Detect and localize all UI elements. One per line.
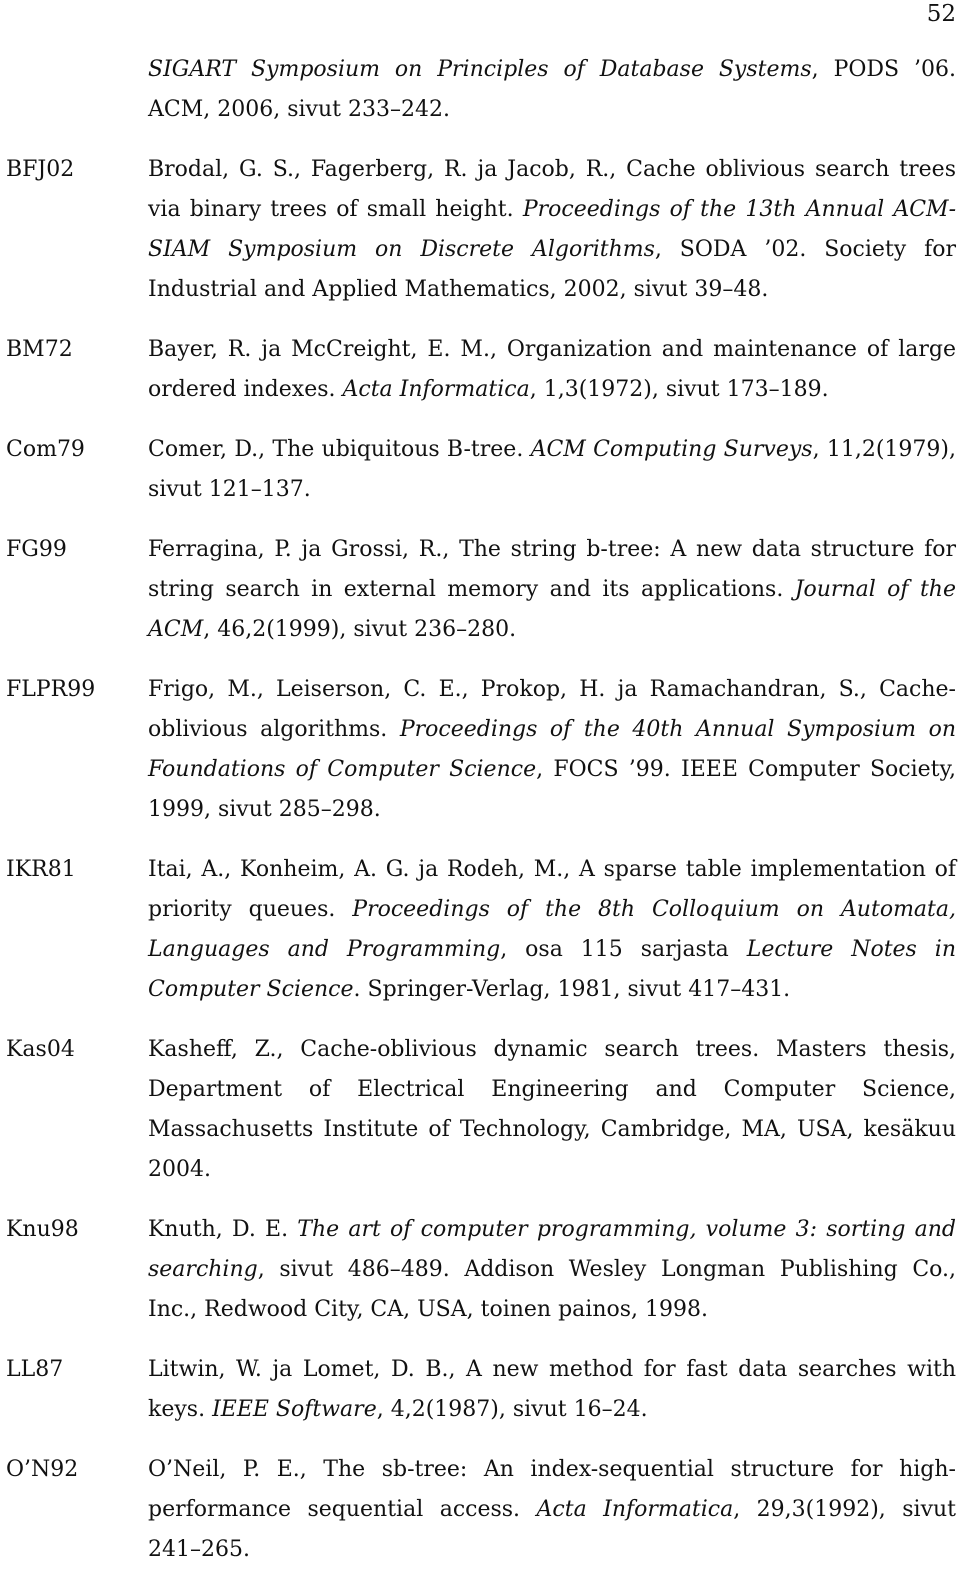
bibliography-list bbox=[0, 50, 960, 1570]
citation-key: Kas04 bbox=[6, 1037, 75, 1062]
reference-segment: , FOCS ’99. IEEE Computer Society, 1999, sivut 285–298. bbox=[148, 757, 956, 822]
reference-segment: Acta Informatica bbox=[536, 1497, 734, 1522]
reference-segment: , sivut 486–489. Addison Wesley Longman Publishing Co., Inc., Redwood City, CA, USA, toinen painos, 1998. bbox=[148, 1257, 956, 1322]
reference-segment: , 4,2(1987), sivut 16–24. bbox=[376, 1397, 648, 1422]
reference-segment: , 46,2(1999), sivut 236–280. bbox=[203, 617, 517, 642]
reference-segment: , 1,3(1972), sivut 173–189. bbox=[529, 377, 829, 402]
reference-text bbox=[148, 150, 956, 310]
reference-segment: , PODS ’06. ACM, 2006, sivut 233–242. bbox=[148, 57, 956, 122]
reference-segment: . Springer-Verlag, 1981, sivut 417–431. bbox=[353, 977, 791, 1002]
citation-key: BM72 bbox=[6, 337, 73, 362]
reference-segment: IEEE Software bbox=[212, 1397, 377, 1422]
reference-segment: Litwin, W. ja Lomet, D. B., A new method for fast data searches with keys. bbox=[148, 1357, 956, 1422]
citation-key: O’N92 bbox=[6, 1457, 79, 1482]
citation-key: LL87 bbox=[6, 1357, 64, 1382]
reference-segment: Knuth, D. E. bbox=[148, 1217, 298, 1242]
bibliography-entry bbox=[0, 1450, 960, 1570]
bibliography-entry bbox=[0, 1030, 960, 1190]
citation-key: Knu98 bbox=[6, 1217, 79, 1242]
bibliography-entry bbox=[0, 1350, 960, 1430]
reference-segment: Journal of the ACM bbox=[148, 577, 956, 642]
reference-text bbox=[148, 430, 956, 510]
reference-segment: SIGART Symposium on Principles of Database Systems bbox=[148, 57, 812, 82]
bibliography-entry bbox=[0, 530, 960, 650]
citation-key: FLPR99 bbox=[6, 677, 96, 702]
reference-text bbox=[148, 530, 956, 650]
reference-segment: , 29,3(1992), sivut 241–265. bbox=[148, 1497, 957, 1562]
reference-text bbox=[148, 1210, 956, 1330]
citation-key: BFJ02 bbox=[6, 157, 75, 182]
bibliography-entry bbox=[0, 150, 960, 310]
bibliography-entry bbox=[0, 330, 960, 410]
reference-segment: Proceedings of the 40th Annual Symposium on Foundations of Computer Science bbox=[148, 717, 956, 782]
reference-text bbox=[148, 1030, 956, 1190]
citation-key: IKR81 bbox=[6, 857, 76, 882]
reference-segment: Comer, D., The ubiquitous B-tree. bbox=[148, 437, 531, 462]
reference-segment: Lecture Notes in Computer Science bbox=[148, 937, 956, 1002]
reference-segment: O’Neil, P. E., The sb-tree: An index-sequential structure for high-performance sequential access. bbox=[148, 1457, 956, 1522]
reference-segment: Ferragina, P. ja Grossi, R., The string b-tree: A new data structure for string search in external memory and its applications. bbox=[148, 537, 956, 602]
reference-text bbox=[148, 1350, 956, 1430]
bibliography-entry bbox=[0, 430, 960, 510]
reference-segment: , SODA ’02. Society for Industrial and Applied Mathematics, 2002, sivut 39–48. bbox=[148, 237, 956, 302]
page-number: 52 bbox=[926, 1, 956, 27]
reference-segment: Brodal, G. S., Fagerberg, R. ja Jacob, R., Cache oblivious search trees via binary trees of small height. bbox=[148, 157, 956, 222]
reference-segment: The art of computer programming, volume 3: sorting and searching bbox=[148, 1217, 956, 1282]
reference-segment: Kasheff, Z., Cache-oblivious dynamic search trees. Masters thesis, Department of Electrical Engineering and Computer Science, Massachusetts Institute of Technology, Cambridge, MA, USA, kesäkuu 2004. bbox=[148, 1037, 956, 1182]
reference-segment: Frigo, M., Leiserson, C. E., Prokop, H. ja Ramachandran, S., Cache-oblivious algorithms. bbox=[148, 677, 956, 742]
citation-key: Com79 bbox=[6, 437, 85, 462]
reference-segment: Itai, A., Konheim, A. G. ja Rodeh, M., A sparse table implementation of priority queues. bbox=[148, 857, 956, 922]
bibliography-entry bbox=[0, 1210, 960, 1330]
bibliography-entry bbox=[0, 670, 960, 830]
reference-text bbox=[148, 850, 956, 1010]
reference-segment: , 11,2(1979), sivut 121–137. bbox=[148, 437, 956, 502]
reference-segment: Proceedings of the 13th Annual ACM-SIAM Symposium on Discrete Algorithms bbox=[148, 197, 956, 262]
reference-segment: Bayer, R. ja McCreight, E. M., Organization and maintenance of large ordered indexes. bbox=[148, 337, 956, 402]
reference-text bbox=[148, 330, 956, 410]
reference-text bbox=[148, 1450, 956, 1570]
reference-segment: Proceedings of the 8th Colloquium on Automata, Languages and Programming bbox=[148, 897, 956, 962]
reference-segment: , osa 115 sarjasta bbox=[500, 937, 747, 962]
citation-key: FG99 bbox=[6, 537, 67, 562]
reference-segment: ACM Computing Surveys bbox=[530, 437, 813, 462]
reference-text bbox=[148, 670, 956, 830]
reference-text bbox=[148, 50, 956, 130]
bibliography-entry bbox=[0, 850, 960, 1010]
bibliography-entry bbox=[0, 50, 960, 130]
reference-segment: Acta Informatica bbox=[342, 377, 530, 402]
